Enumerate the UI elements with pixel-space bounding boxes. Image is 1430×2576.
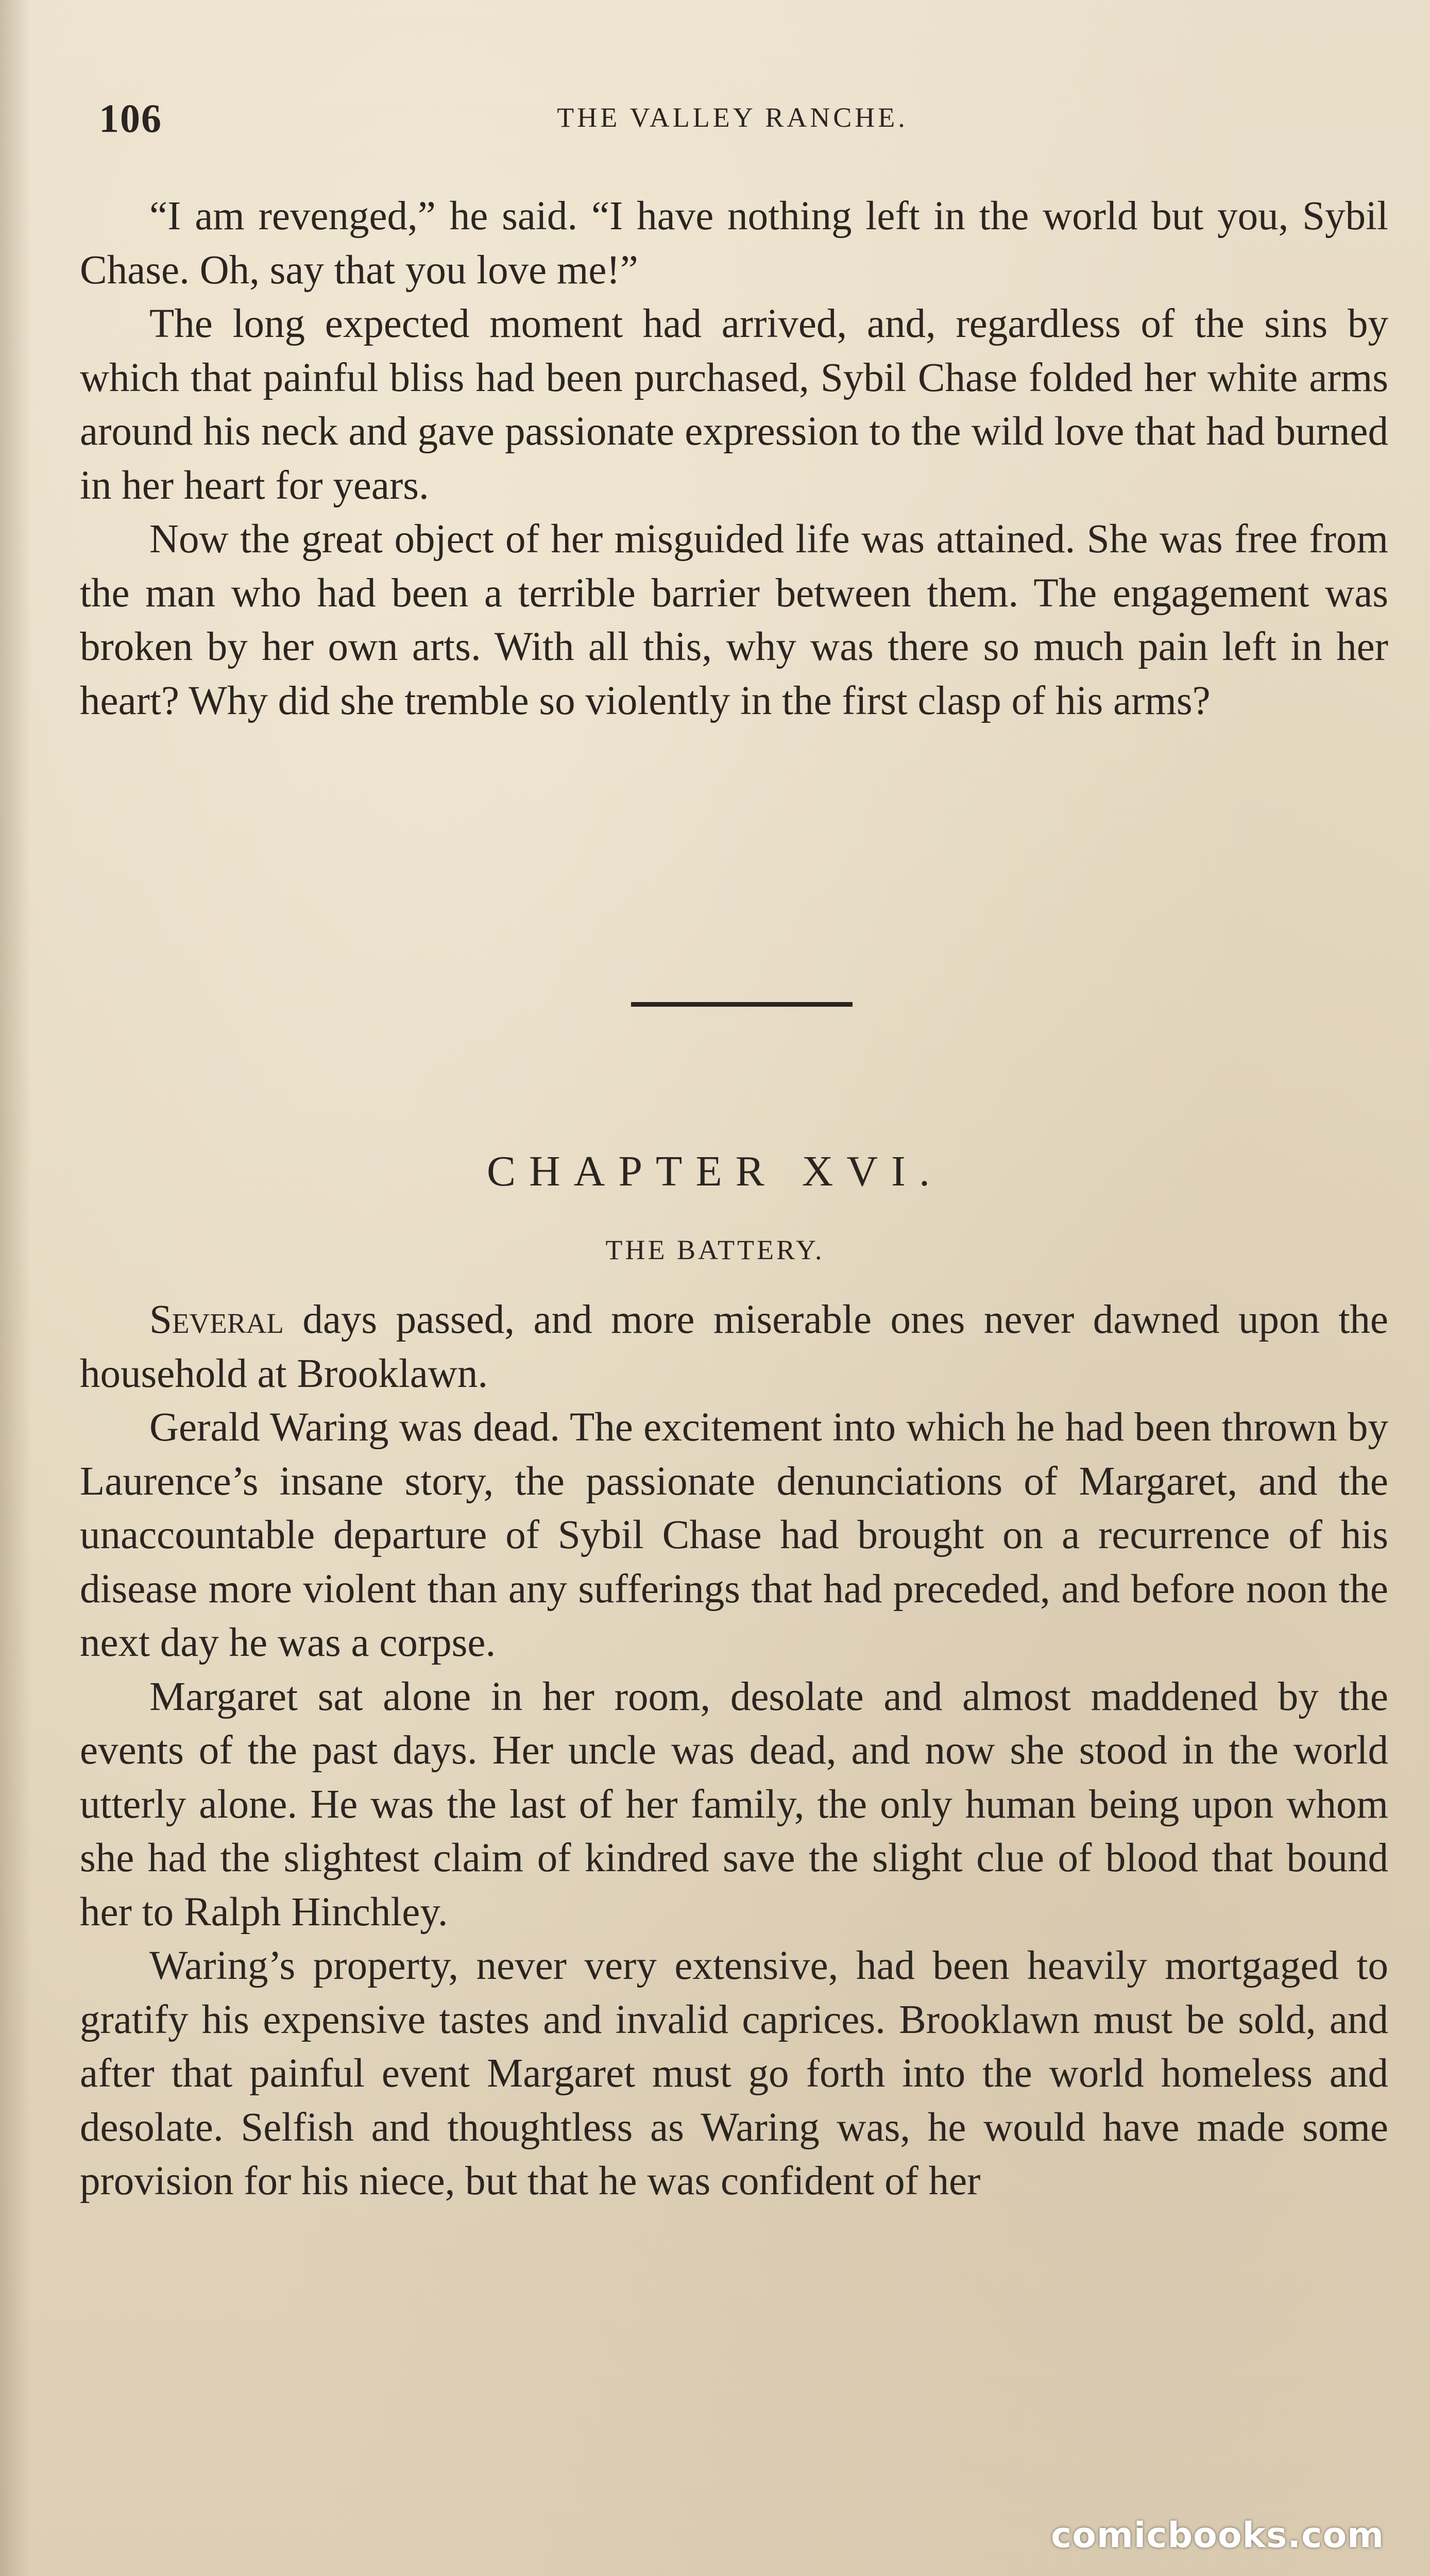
chapter-title: CHAPTER XVI.: [486, 1147, 943, 1195]
page-edge-shadow: [0, 0, 31, 2576]
chapter-text-block: [80, 1293, 1388, 2209]
paragraph: Gerald Waring was dead. The excitement into which he had been thrown by Laurence’s insane story, the passionate denunciations of Margaret, and the unaccountable departure of Sybil Chase had brought on a recurrence of his disease more violent than any sufferings that had preceded, and before noon the next day he was a corpse.: [80, 1405, 1388, 1665]
paragraph: Margaret sat alone in her room, desolate and almost maddened by the events of the past days. Her uncle was dead, and now she stood in the world utterly alone. He was the last of her family, the only human being upon whom she had the slightest claim of kindred save the slight clue of blood that bound her to Ralph Hinchley.: [80, 1674, 1388, 1935]
top-text-block: [80, 190, 1388, 728]
paragraph: Waring’s property, never very extensive, had been heavily mortgaged to gratify his expensive tastes and invalid caprices. Brooklawn must be sold, and after that painful event Margaret must go forth into the world homeless and desolate. Selfish and thoughtless as Waring was, he would have made some provision for his niece, but that he was confident of her: [80, 1943, 1388, 2204]
paragraph: The long expected moment had arrived, and, regardless of the sins by which that painful bliss had been purchased, Sybil Chase folded her white arms around his neck and gave passionate expression to the wild love that had burned in her heart for years.: [80, 301, 1388, 508]
watermark: comicbooks.com: [1051, 2515, 1385, 2556]
page-header: [99, 95, 1366, 152]
chapter-opening-paragraph: [80, 1293, 1388, 1401]
paragraph: Now the great object of her misguided life was attained. She was free from the man who had been a terrible barrier between them. The engagement was broken by her own arts. With all this, why was there so much pain left in her heart? Why did she tremble so violently in the first clasp of his arms?: [80, 517, 1388, 723]
paragraph: “I am revenged,” he said. “I have nothing left in the world but you, Sybil Chase. Oh, say that you love me!”: [80, 194, 1388, 293]
section-divider: [631, 1002, 853, 1007]
opening-rest: days passed, and more miserable ones never dawned upon the household at Brooklawn.: [80, 1297, 1388, 1396]
chapter-subtitle: THE BATTERY.: [605, 1234, 825, 1265]
opening-word: Several: [149, 1297, 284, 1342]
running-head: THE VALLEY RANCHE.: [557, 102, 908, 133]
page-number: 106: [99, 96, 162, 141]
